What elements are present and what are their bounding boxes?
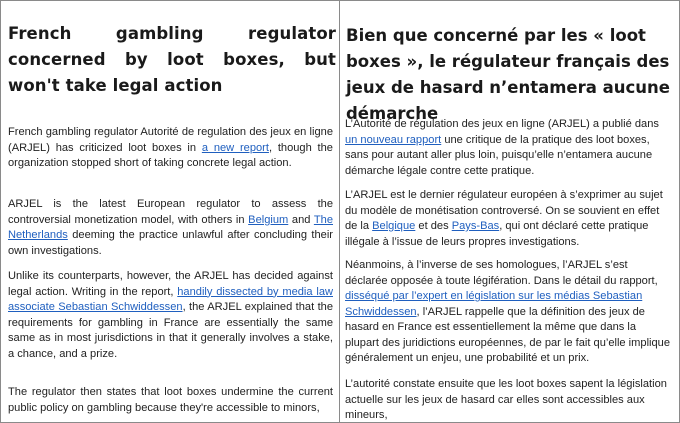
french-title: Bien que concerné par les « loot boxes », le régulateur français des jeux de hasard n’entamera aucune démarche	[346, 26, 670, 123]
english-paragraph-1	[8, 125, 333, 172]
paragraph-text: une critique de la pratique des loot boxes, sans pour autant aller plus loin, puisqu’elle n’entamera aucune démarche légale contre cette pratique.	[345, 133, 653, 177]
paragraph-text: L’ARJEL est le dernier régulateur européen à s’exprimer au sujet du modèle de monétisation controversé. On se souvient en effet de la	[345, 189, 663, 232]
paragraph-text: French gambling regulator Autorité de regulation des jeux en ligne (ARJEL) has criticized loot boxes in	[8, 126, 333, 154]
french-paragraph-3	[345, 258, 673, 367]
paragraph-text: , the ARJEL explained that the requirements for gambling in France are essentially the same same as in most jurisdictions in that it generally involves a stake, a chance, and a prize.	[8, 301, 333, 360]
paragraph-text: and	[288, 213, 314, 226]
netherlands-link[interactable]: The Netherlands	[8, 213, 333, 241]
english-paragraph-2	[8, 197, 333, 259]
french-column	[340, 1, 679, 422]
english-paragraph-4: The regulator then states that loot boxes undermine the current public policy on gambling because they're accessible to minors,	[8, 386, 333, 414]
belgique-link[interactable]: Belgique	[372, 220, 416, 232]
english-title: French gambling regulator concerned by loot boxes, but won't take legal action	[8, 24, 336, 95]
paragraph-text: Unlike its counterparts, however, the ARJEL has decided against legal action. Writing in the report,	[8, 270, 333, 298]
paragraph-text: et des	[415, 220, 452, 232]
paragraph-text: Néanmoins, à l’inverse de ses homologues, l’ARJEL s’est déclarée opposée à toute légifération. Dans le détail du rapport,	[345, 259, 658, 287]
paragraph-text: deeming the practice unlawful after concluding their own investigations.	[8, 229, 333, 257]
paragraph-text: L’Autorité de régulation des jeux en ligne (ARJEL) a publié dans	[345, 118, 659, 130]
paragraph-text: , qui ont déclaré cette pratique illégale à l’issue de leurs propres investigations.	[345, 220, 649, 248]
french-paragraph-2	[345, 188, 673, 250]
french-paragraph-1	[345, 117, 673, 179]
pays-bas-link[interactable]: Pays-Bas	[451, 220, 500, 232]
french-paragraph-4: L’autorité constate ensuite que les loot boxes sapent la législation actuelle sur les jeux de hasard car elles sont accessibles aux mineurs,	[345, 378, 667, 421]
paragraph-text: ARJEL is the latest European regulator to assess the controversial monetization model, with others in	[8, 198, 333, 226]
dissected-link[interactable]: handily dissected by media law associate Sebastian Schwiddessen	[8, 285, 333, 313]
belgium-link[interactable]: Belgium	[248, 213, 289, 226]
disseque-link[interactable]: disséqué par l’expert en législation sur les médias Sebastian Schwiddessen	[345, 290, 643, 318]
english-column	[1, 1, 339, 422]
paragraph-text: , though the organization stopped short of taking concrete legal action.	[8, 141, 333, 169]
nouveau-rapport-link[interactable]: un nouveau rapport	[345, 133, 442, 146]
new-report-link[interactable]: a new report	[201, 141, 269, 154]
english-paragraph-3	[8, 269, 333, 362]
paragraph-text: , l’ARJEL rappelle que la définition des jeux de hasard en France est essentiellement la même que dans la plupart des juridictions européennes, de par le fait qu’elle implique généralement un enjeu, une probabilité et un prix.	[345, 305, 671, 364]
